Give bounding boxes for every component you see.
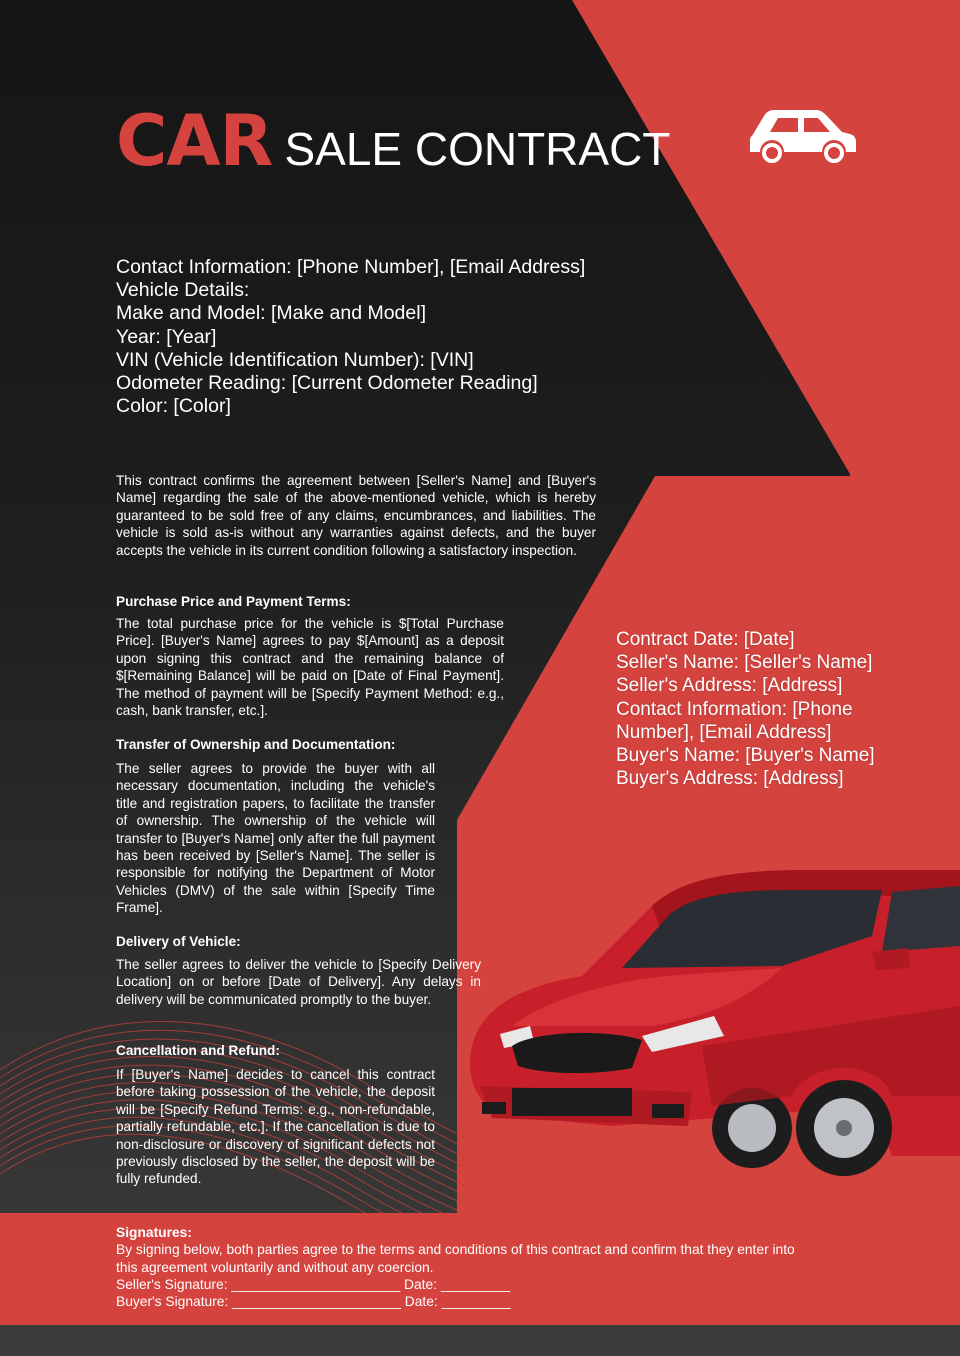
transfer-heading: Transfer of Ownership and Documentation: — [116, 737, 396, 752]
info-line-odometer: Odometer Reading: [Current Odometer Reading] — [116, 372, 538, 395]
signature-section — [116, 1224, 856, 1310]
title-main: CAR — [116, 100, 273, 182]
cancellation-heading: Cancellation and Refund: — [116, 1043, 280, 1058]
party-line-contact-1: Contact Information: [Phone — [616, 698, 853, 720]
payment-heading: Purchase Price and Payment Terms: — [116, 594, 351, 609]
cancellation-body: If [Buyer's Name] decides to cancel this contract before taking possession of the vehicle, the deposit will be [Specify Refund Terms: e.g., non-refundable, partially refundable, etc.]. If the cancellation is due to non-disclosure or discovery of significant defects not previously disclosed by the seller, the deposit will be fully refunded. — [116, 1067, 435, 1187]
party-line-contract-date: Contract Date: [Date] — [616, 629, 795, 650]
signatures-text-1: By signing below, both parties agree to the terms and conditions of this contract and confirm that they enter into — [116, 1242, 795, 1258]
red-sedan-photo — [452, 856, 960, 1196]
party-line-seller-name: Seller's Name: [Seller's Name] — [616, 652, 873, 674]
payment-body: The total purchase price for the vehicle is $[Total Purchase Price]. [Buyer's Name] agrees to pay $[Amount] as a deposit upon signing this contract and the remaining balance of $[Remaining Balance] will be paid on [Date of Final Payment]. The method of payment will be [Specify Payment Method: e.g., cash, bank transfer, etc.]. — [116, 616, 504, 719]
signatures-text-2: this agreement voluntarily and without any coercion. — [116, 1259, 434, 1275]
signatures-heading: Signatures: — [116, 1225, 192, 1240]
info-line-year: Year: [Year] — [116, 325, 217, 348]
party-line-seller-address: Seller's Address: [Address] — [616, 675, 843, 697]
car-icon — [746, 106, 858, 164]
transfer-body: The seller agrees to provide the buyer with all necessary documentation, including the vehicle's title and registration papers, to facilitate the transfer of ownership. The ownership of the vehicle will transfer to [Buyer's Name] only after the full payment has been received by [Seller's Name]. The seller is responsible for notifying the Department of Motor Vehicles (DMV) of the sale within [Specify Time Frame]. — [116, 761, 435, 916]
intro-paragraph: This contract confirms the agreement between [Seller's Name] and [Buyer's Name] regarding the sale of the above-mentioned vehicle, which is hereby guaranteed to be sold free of any claims, encumbrances, and liabilities. The vehicle is sold as-is without any warranties against defects, and the buyer accepts the vehicle in its current condition following a satisfactory inspection. — [116, 473, 596, 558]
buyer-signature-line[interactable]: Buyer's Signature: ______________________ Date: _________ — [116, 1294, 511, 1310]
info-line-make-model: Make and Model: [Make and Model] — [116, 302, 427, 325]
vehicle-info — [116, 256, 585, 418]
title-sub: SALE CONTRACT — [284, 123, 671, 175]
party-line-buyer-address: Buyer's Address: [Address] — [616, 768, 844, 790]
page-title — [116, 100, 670, 182]
delivery-heading: Delivery of Vehicle: — [116, 934, 241, 949]
info-line-color: Color: [Color] — [116, 395, 231, 418]
party-line-contact-2: Number], [Email Address] — [616, 721, 832, 743]
delivery-body: The seller agrees to deliver the vehicle to [Specify Delivery Location] on or before [Date of Delivery]. Any delays in delivery will be communicated promptly to the buyer. — [116, 957, 481, 1007]
info-line-vin: VIN (Vehicle Identification Number): [VIN] — [116, 348, 474, 371]
info-line-contact: Contact Information: [Phone Number], [Email Address] — [116, 256, 586, 278]
party-line-buyer-name: Buyer's Name: [Buyer's Name] — [616, 745, 875, 767]
seller-signature-line[interactable]: Seller's Signature: ______________________ Date: _________ — [116, 1276, 510, 1292]
parties-info — [616, 628, 916, 790]
info-line-vehicle-details: Vehicle Details: — [116, 279, 250, 302]
